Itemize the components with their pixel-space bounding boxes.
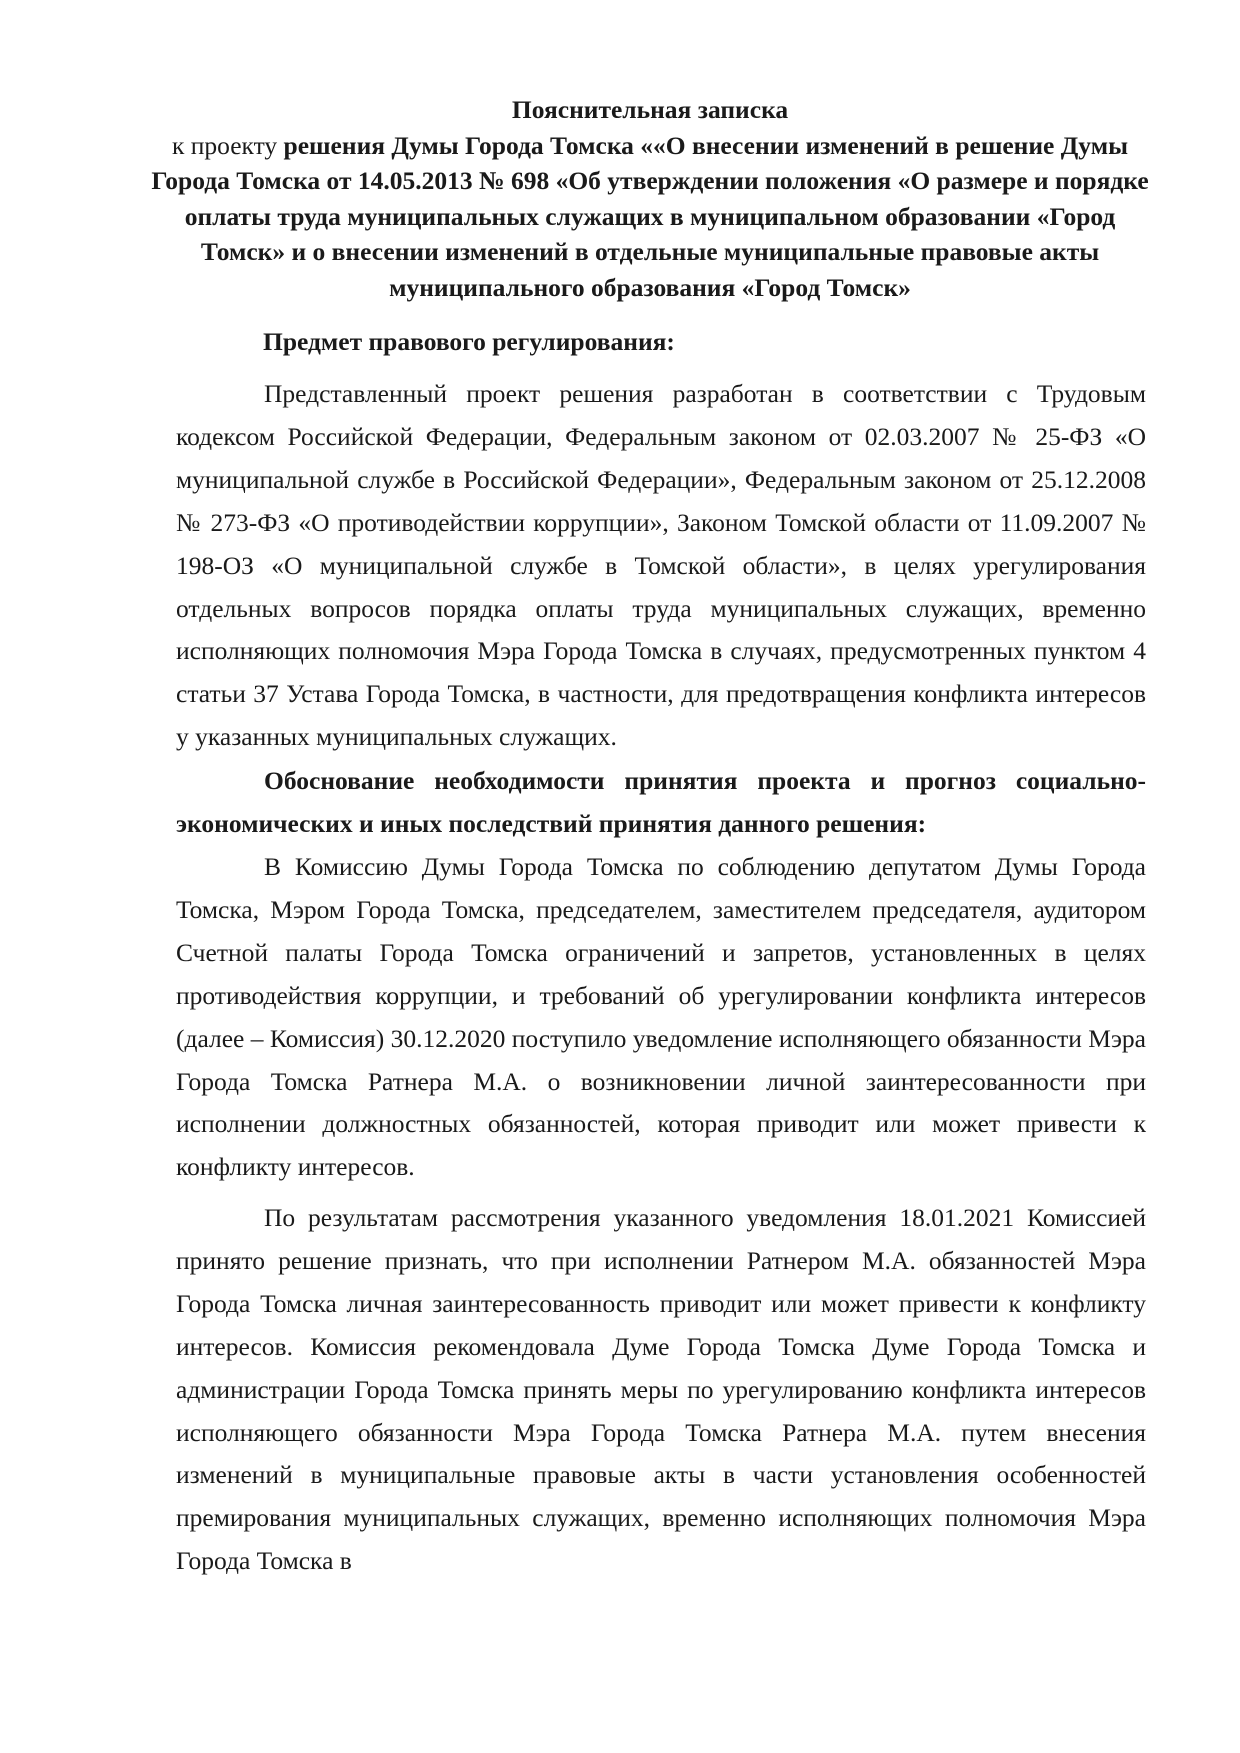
- heading-justification: Обоснование необходимости принятия проекта и прогноз социально-экономических и иных последствий принятия данного решения:: [176, 766, 1146, 838]
- subtitle-prefix: к проекту: [172, 130, 284, 160]
- document-subtitle: [150, 128, 1150, 306]
- paragraph-legal-basis: Представленный проект решения разработан в соответствии с Трудовым кодексом Российской Федерации, Федеральным законом от 02.03.2007 № 25-ФЗ «О муниципальной службе в Российской Федерации», Федеральным законом от 25.12.2008 № 273-ФЗ «О противодействии коррупции», Законом Томской области от 11.09.2007 № 198-ОЗ «О муниципальной службе в Томской области», в целях урегулирования отдельных вопросов порядка оплаты труда муниципальных служащих, временно исполняющих полномочия Мэра Города Томска в случаях, предусмотренных пунктом 4 статьи 37 Устава Города Томска, в частности, для предотвращения конфликта интересов у указанных муниципальных служащих.: [176, 379, 1146, 752]
- heading-subject: Предмет правового регулирования:: [263, 327, 675, 356]
- paragraph-commission-decision: По результатам рассмотрения указанного уведомления 18.01.2021 Комиссией принято решение признать, что при исполнении Ратнером М.А. обязанностей Мэра Города Томска личная заинтересованность приводит или может привести к конфликту интересов. Комиссия рекомендовала Думе Города Томска Думе Города Томска и администрации Города Томска принять меры по урегулированию конфликта интересов исполняющего обязанности Мэра Города Томска Ратнера М.А. путем внесения изменений в муниципальные правовые акты в части установления особенностей премирования муниципальных служащих, временно исполняющих полномочия Мэра Города Томска в: [176, 1203, 1146, 1576]
- paragraph-commission-notice: В Комиссию Думы Города Томска по соблюдению депутатом Думы Города Томска, Мэром Города Томска, председателем, заместителем председателя, аудитором Счетной палаты Города Томска ограничений и запретов, установленных в целях противодействия коррупции, и требований об урегулировании конфликта интересов (далее – Комиссия) 30.12.2020 поступило уведомление исполняющего обязанности Мэра Города Томска Ратнера М.А. о возникновении личной заинтересованности при исполнении должностных обязанностей, которая приводит или может привести к конфликту интересов.: [176, 852, 1146, 1182]
- subtitle-decision-name: решения Думы Города Томска ««О внесении изменений в решение Думы Города Томска от 14.05.2013 № 698 «Об утверждении положения «О размере и порядке оплаты труда муниципальных служащих в муниципальном образовании «Город Томск» и о внесении изменений в отдельные муниципальные правовые акты муниципального образования «Город Томск»: [151, 130, 1149, 302]
- document-title: Пояснительная записка: [511, 95, 789, 124]
- document-title-block: [150, 92, 1150, 305]
